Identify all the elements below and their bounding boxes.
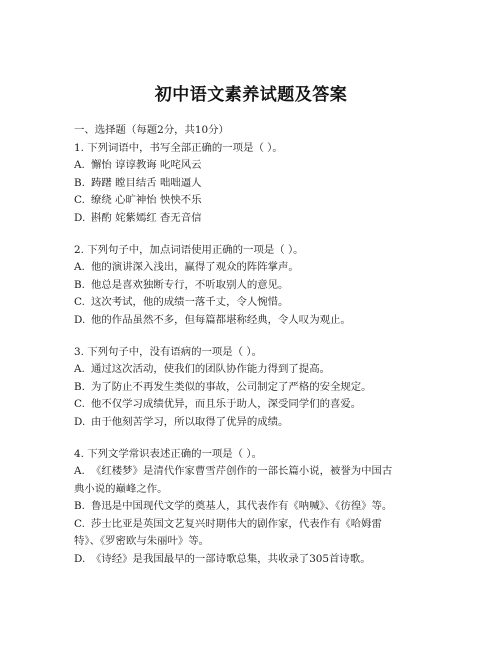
question-block (74, 140, 454, 228)
option-text: 他不仅学习成绩优异，而且乐于助人，深受同学们的喜爱。 (91, 398, 362, 411)
option-text: 《红楼梦》是清代作家曹雪芹创作的一部长篇小说，被誉为中国古 (91, 465, 393, 478)
option-b (74, 498, 454, 516)
option-c (74, 192, 454, 210)
question-content (74, 122, 454, 569)
question-block (74, 344, 454, 432)
option-label: D. (74, 415, 86, 428)
option-b (74, 379, 454, 397)
option-d (74, 210, 454, 228)
option-label: D. (74, 211, 86, 224)
spacer (74, 330, 454, 344)
option-a (74, 259, 454, 277)
option-text: 踌躇 瞠目结舌 咄咄逼人 (91, 176, 202, 189)
option-text: 《诗经》是我国最早的一部诗歌总集，共收录了305首诗歌。 (91, 553, 371, 566)
option-label: A. (74, 159, 85, 172)
option-a (74, 361, 454, 379)
question-stem: 3. 下列句子中，没有语病的一项是（ ）。 (74, 345, 262, 358)
option-b (74, 175, 454, 193)
option-d (74, 414, 454, 432)
option-d (74, 312, 454, 330)
option-label: C. (74, 296, 85, 309)
option-text: 通过这次活动，使我们的团队协作能力得到了提高。 (91, 363, 330, 376)
option-label: D. (74, 313, 86, 326)
option-a-continuation: 典小说的巅峰之作。 (74, 482, 168, 495)
spacer (74, 228, 454, 242)
option-a (74, 463, 454, 481)
option-a (74, 157, 454, 175)
option-label: C. (74, 517, 85, 530)
section-heading: 一、选择题（每题2分，共10分） (74, 124, 229, 136)
option-text: 缭绕 心旷神怡 怏怏不乐 (91, 194, 202, 207)
option-b (74, 277, 454, 295)
question-stem: 4. 下列文学常识表述正确的一项是（ ）。 (74, 447, 262, 460)
option-text: 斟酌 姹紫嫣红 杳无音信 (91, 211, 202, 224)
option-label: B. (74, 176, 85, 189)
option-label: C. (74, 398, 85, 411)
option-label: B. (74, 278, 85, 291)
option-label: D. (74, 553, 86, 566)
document-title: 初中语文素养试题及答案 (154, 85, 348, 105)
question-block (74, 242, 454, 330)
option-label: A. (74, 261, 85, 274)
question-block (74, 446, 454, 569)
option-text: 由于他刻苦学习，所以取得了优异的成绩。 (91, 415, 289, 428)
question-stem: 2. 下列句子中，加点词语使用正确的一项是（ ）。 (74, 243, 304, 256)
option-text: 他总是喜欢独断专行，不听取别人的意见。 (91, 278, 289, 291)
option-text: 为了防止不再发生类似的事故，公司制定了严格的安全规定。 (91, 380, 372, 393)
option-text: 他的演讲深入浅出，赢得了观众的阵阵掌声。 (91, 261, 299, 274)
option-label: C. (74, 194, 85, 207)
option-text: 这次考试，他的成绩一落千丈，令人惋惜。 (91, 296, 289, 309)
spacer (74, 432, 454, 446)
option-label: A. (74, 363, 85, 376)
option-text: 鲁迅是中国现代文学的奠基人，其代表作有《呐喊》、《彷徨》等。 (91, 500, 393, 513)
option-c (74, 396, 454, 414)
option-c (74, 294, 454, 312)
option-label: A. (74, 465, 85, 478)
option-text: 莎士比亚是英国文艺复兴时期伟大的剧作家，代表作有《哈姆雷 (91, 517, 382, 530)
option-c-continuation: 特》、《罗密欧与朱丽叶》等。 (74, 535, 210, 548)
option-label: B. (74, 500, 85, 513)
question-stem: 1. 下列词语中，书写全部正确的一项是（ ）。 (74, 141, 283, 154)
option-d (74, 551, 454, 569)
option-text: 他的作品虽然不多，但每篇都堪称经典，令人叹为观止。 (91, 313, 351, 326)
option-label: B. (74, 380, 85, 393)
option-c (74, 516, 454, 534)
option-text: 懈怡 谆谆教诲 叱咤风云 (91, 159, 202, 172)
